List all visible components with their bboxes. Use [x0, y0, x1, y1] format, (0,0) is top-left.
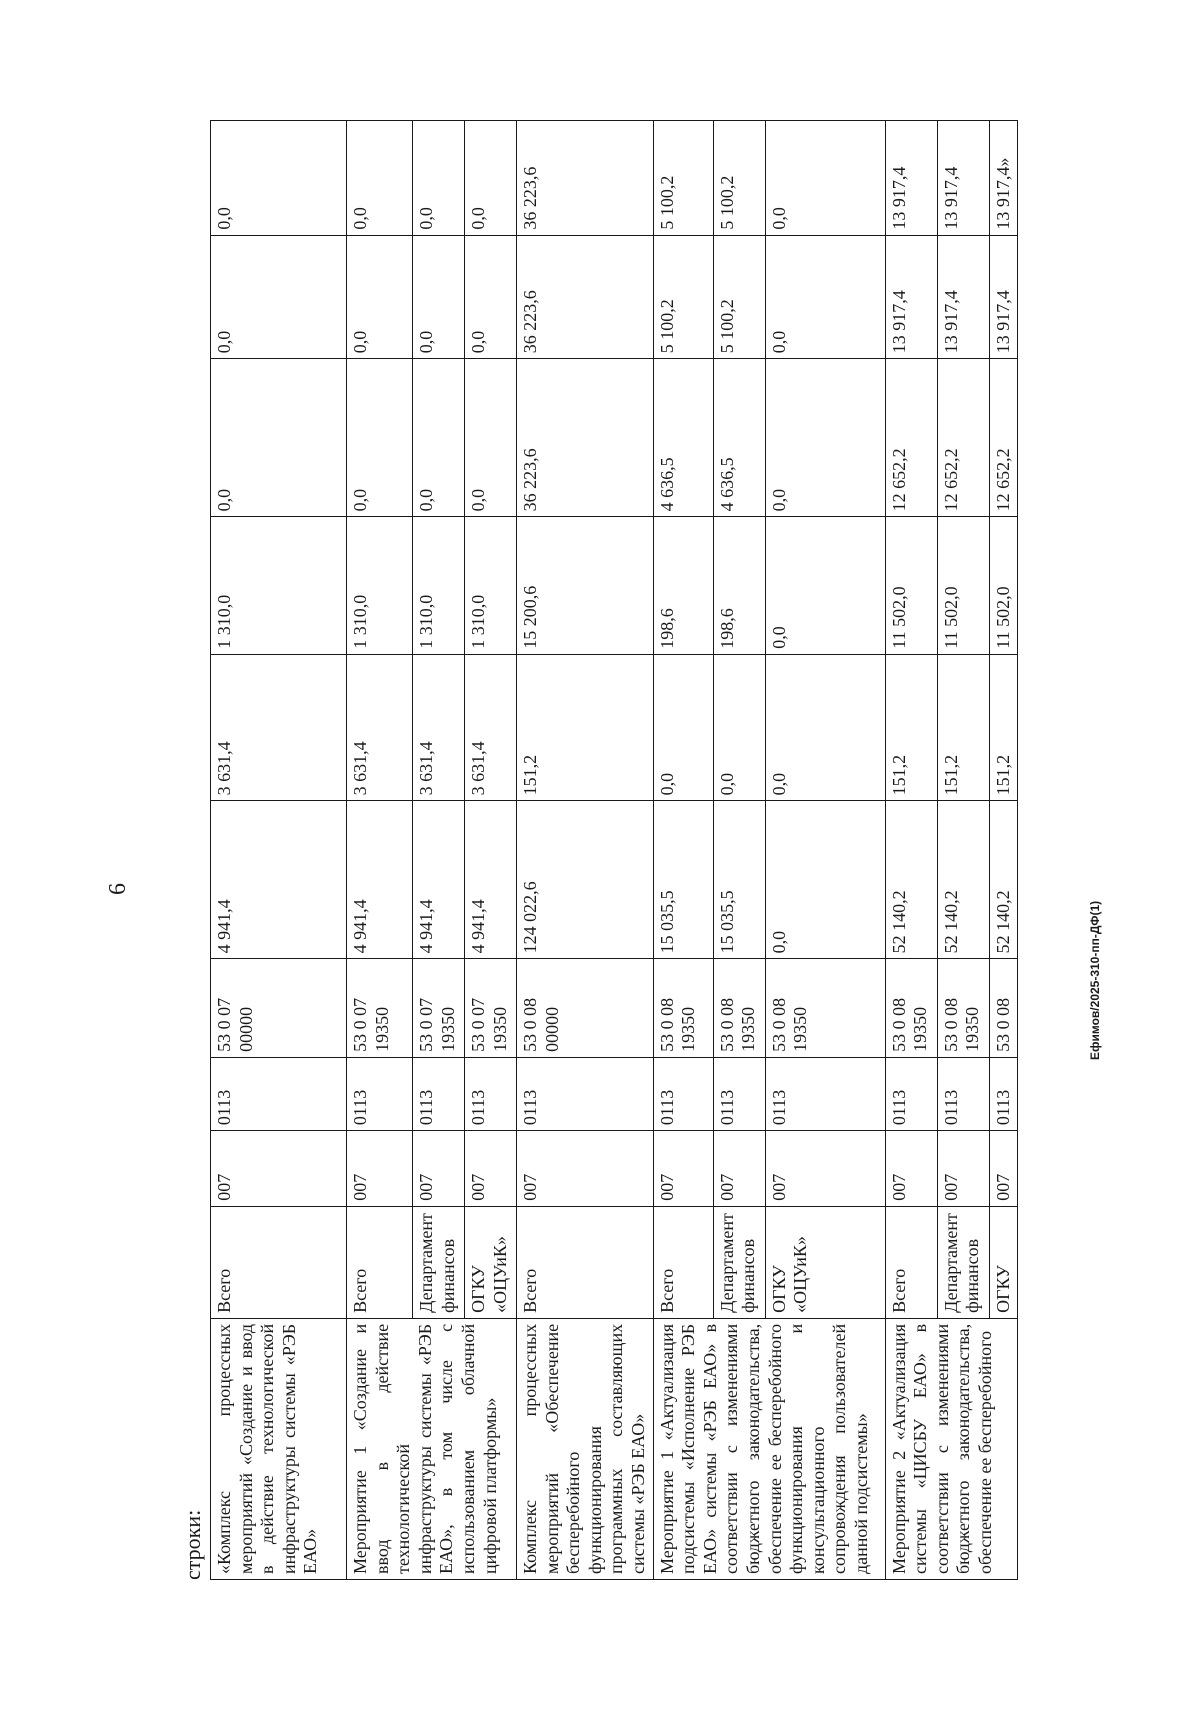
year1-cell: 151,2: [517, 654, 654, 801]
csr-cell: 53 0 07 19350: [347, 959, 413, 1057]
year5-cell: 0,0: [465, 121, 517, 236]
rz-cell: 0113: [465, 1057, 517, 1130]
csr-cell: 53 0 08 19350: [885, 959, 937, 1057]
total-cell: 4 941,4: [413, 801, 465, 959]
total-cell: 124 022,6: [517, 801, 654, 959]
year4-cell: 13 917,4: [989, 235, 1018, 359]
csr-cell: 53 0 08 19350: [653, 959, 713, 1057]
intro-text: строки:: [180, 1509, 205, 1580]
grbs-cell: 007: [765, 1131, 885, 1207]
document-code: Ефимов/2025-310-пп-ДФ(1): [1088, 900, 1102, 1060]
total-cell: 4 941,4: [211, 801, 347, 959]
total-cell: 15 035,5: [713, 801, 765, 959]
rz-cell: 0113: [653, 1057, 713, 1130]
year2-cell: 198,6: [653, 517, 713, 654]
table-row: [885, 121, 937, 1580]
year4-cell: 5 100,2: [653, 235, 713, 359]
rz-cell: 0113: [989, 1057, 1018, 1130]
year5-cell: 13 917,4: [885, 121, 937, 236]
activity-name-cell: Мероприятие 1 «Создание и ввод в действие технологической инфраструктуры системы «РЭБ ЕАО», в том числе с использованием облачной цифровой платформы»: [347, 1318, 517, 1579]
year3-cell: 12 652,2: [885, 359, 937, 517]
grbs-cell: 007: [465, 1131, 517, 1207]
grbs-cell: 007: [211, 1131, 347, 1207]
year3-cell: 4 636,5: [713, 359, 765, 517]
executor-cell: Всего: [885, 1206, 937, 1318]
executor-cell: Департамент финансов: [413, 1206, 465, 1318]
grbs-cell: 007: [653, 1131, 713, 1207]
year3-cell: 12 652,2: [989, 359, 1018, 517]
rz-cell: 0113: [765, 1057, 885, 1130]
year5-cell: 5 100,2: [713, 121, 765, 236]
year5-cell: 0,0: [413, 121, 465, 236]
year1-cell: 3 631,4: [413, 654, 465, 801]
grbs-cell: 007: [413, 1131, 465, 1207]
csr-cell: 53 0 08 19350: [937, 959, 989, 1057]
csr-cell: 53 0 08 00000: [517, 959, 654, 1057]
rz-cell: 0113: [413, 1057, 465, 1130]
year2-cell: 15 200,6: [517, 517, 654, 654]
year4-cell: 13 917,4: [937, 235, 989, 359]
year4-cell: 13 917,4: [885, 235, 937, 359]
activity-name-cell: Комплекс процессных мероприятий «Обеспечение бесперебойного функционирования программных составляющих системы «РЭБ ЕАО»: [517, 1318, 654, 1579]
total-cell: 0,0: [765, 801, 885, 959]
table-row: [211, 121, 347, 1580]
year5-cell: 0,0: [765, 121, 885, 236]
page-number: 6: [105, 883, 131, 895]
year1-cell: 151,2: [937, 654, 989, 801]
rz-cell: 0113: [211, 1057, 347, 1130]
table-row: [347, 121, 413, 1580]
year4-cell: 36 223,6: [517, 235, 654, 359]
year3-cell: 0,0: [347, 359, 413, 517]
executor-cell: Всего: [211, 1206, 347, 1318]
executor-cell: Департамент финансов: [937, 1206, 989, 1318]
rz-cell: 0113: [885, 1057, 937, 1130]
year2-cell: 1 310,0: [211, 517, 347, 654]
csr-cell: 53 0 07 00000: [211, 959, 347, 1057]
executor-cell: ОГКУ «ОЦУиК»: [765, 1206, 885, 1318]
csr-cell: 53 0 08: [989, 959, 1018, 1057]
rz-cell: 0113: [937, 1057, 989, 1130]
year4-cell: 0,0: [347, 235, 413, 359]
year1-cell: 0,0: [713, 654, 765, 801]
table-row: [653, 121, 713, 1580]
year4-cell: 5 100,2: [713, 235, 765, 359]
csr-cell: 53 0 08 19350: [765, 959, 885, 1057]
year2-cell: 11 502,0: [885, 517, 937, 654]
total-cell: 52 140,2: [937, 801, 989, 959]
year1-cell: 3 631,4: [347, 654, 413, 801]
year3-cell: 0,0: [211, 359, 347, 517]
activity-name-cell: Мероприятие 1 «Актуализация подсистемы «Исполнение РЭБ ЕАО» системы «РЭБ ЕАО» в соответствии с изменениями бюджетного законодательства, обеспечение ее бесперебойного функционирования и консультационного сопровождения пользователей данной подсистемы»: [653, 1318, 885, 1579]
year1-cell: 3 631,4: [465, 654, 517, 801]
grbs-cell: 007: [937, 1131, 989, 1207]
total-cell: 52 140,2: [989, 801, 1018, 959]
year2-cell: 11 502,0: [937, 517, 989, 654]
year5-cell: 36 223,6: [517, 121, 654, 236]
year2-cell: 11 502,0: [989, 517, 1018, 654]
year5-cell: 0,0: [211, 121, 347, 236]
total-cell: 52 140,2: [885, 801, 937, 959]
grbs-cell: 007: [989, 1131, 1018, 1207]
rz-cell: 0113: [347, 1057, 413, 1130]
executor-cell: Всего: [517, 1206, 654, 1318]
executor-cell: ОГКУ «ОЦУиК»: [465, 1206, 517, 1318]
csr-cell: 53 0 08 19350: [713, 959, 765, 1057]
year5-cell: 13 917,4: [937, 121, 989, 236]
year2-cell: 1 310,0: [465, 517, 517, 654]
year5-cell: 13 917,4»: [989, 121, 1018, 236]
year1-cell: 151,2: [989, 654, 1018, 801]
executor-cell: Департамент финансов: [713, 1206, 765, 1318]
year3-cell: 0,0: [413, 359, 465, 517]
total-cell: 4 941,4: [347, 801, 413, 959]
budget-table: [210, 120, 1018, 1580]
year2-cell: 1 310,0: [413, 517, 465, 654]
grbs-cell: 007: [347, 1131, 413, 1207]
year4-cell: 0,0: [465, 235, 517, 359]
year3-cell: 0,0: [765, 359, 885, 517]
grbs-cell: 007: [885, 1131, 937, 1207]
executor-cell: Всего: [653, 1206, 713, 1318]
year1-cell: 0,0: [765, 654, 885, 801]
rz-cell: 0113: [517, 1057, 654, 1130]
executor-cell: ОГКУ: [989, 1206, 1018, 1318]
year2-cell: 1 310,0: [347, 517, 413, 654]
year3-cell: 36 223,6: [517, 359, 654, 517]
executor-cell: Всего: [347, 1206, 413, 1318]
activity-name-cell: Мероприятие 2 «Актуализация системы «ЦИСБУ ЕАО» в соответствии с изменениями бюджетного законодательства, обеспечение ее бесперебойного: [885, 1318, 1018, 1579]
csr-cell: 53 0 07 19350: [413, 959, 465, 1057]
year3-cell: 4 636,5: [653, 359, 713, 517]
rz-cell: 0113: [713, 1057, 765, 1130]
year4-cell: 0,0: [765, 235, 885, 359]
total-cell: 15 035,5: [653, 801, 713, 959]
table-row: [517, 121, 654, 1580]
rotated-sheet: [180, 120, 1018, 1610]
year2-cell: 0,0: [765, 517, 885, 654]
year1-cell: 3 631,4: [211, 654, 347, 801]
year2-cell: 198,6: [713, 517, 765, 654]
year3-cell: 12 652,2: [937, 359, 989, 517]
year5-cell: 0,0: [347, 121, 413, 236]
total-cell: 4 941,4: [465, 801, 517, 959]
activity-name-cell: «Комплекс процессных мероприятий «Создание и ввод в действие технологической инфраструктуры системы «РЭБ ЕАО»: [211, 1318, 347, 1579]
year1-cell: 0,0: [653, 654, 713, 801]
year3-cell: 0,0: [465, 359, 517, 517]
csr-cell: 53 0 07 19350: [465, 959, 517, 1057]
year1-cell: 151,2: [885, 654, 937, 801]
grbs-cell: 007: [713, 1131, 765, 1207]
year4-cell: 0,0: [413, 235, 465, 359]
grbs-cell: 007: [517, 1131, 654, 1207]
year4-cell: 0,0: [211, 235, 347, 359]
year5-cell: 5 100,2: [653, 121, 713, 236]
